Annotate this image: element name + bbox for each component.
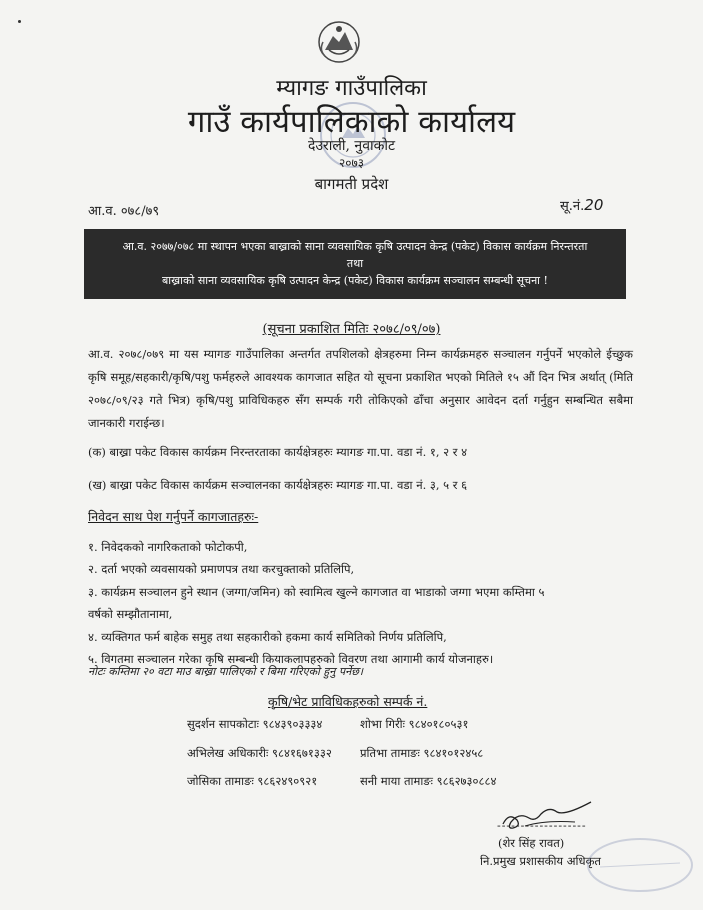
banner-line-3: बाख्राको साना व्यवसायिक कृषि उत्पादन केन्द्र (पकेट) विकास कार्यक्रम सञ्चालन सम्बन्धी सूचना ! <box>162 274 548 287</box>
established-year: २०७३ <box>339 156 364 170</box>
reference-value: 20 <box>584 196 604 214</box>
municipality-name: म्यागङ गाउँपालिका <box>276 76 427 101</box>
document-item: ३. कार्यक्रम सञ्चालन हुने स्थान (जग्गा/जमिन) को स्वामित्व खुल्ने कागजात वा भाडाको जग्गा भएमा कम्तिमा ५ <box>88 584 545 599</box>
program-line-b: (ख) बाख्रा पकेट विकास कार्यक्रम सञ्चालनका कार्यक्षेत्रहरुः म्यागङ गा.पा. वडा नं. ३, ५ र ६ <box>88 478 468 492</box>
office-address: देउराली, नुवाकोट <box>307 138 396 154</box>
document-item: २. दर्ता भएको व्यवसायको प्रमाणपत्र तथा करचुक्ताको प्रतिलिपि, <box>88 562 355 577</box>
document-item: ४. व्यक्तिगत फर्म बाहेक समुह तथा सहकारीको हकमा कार्य समितिको निर्णय प्रतिलिपि, <box>88 629 447 644</box>
signature-line: ------------------- <box>497 819 587 832</box>
contact-entry: प्रतिभा तामाङः ९८४१०१२४५८ <box>360 746 484 760</box>
banner-line-1: आ.व. २०७७/०७८ मा स्थापन भएका बाख्राको साना व्यवसायिक कृषि उत्पादन केन्द्र (पकेट) विकास कार्यक्रम निरन्तरता <box>122 240 588 253</box>
note-text: नोटः कम्तिमा २० वटा माउ बाख्रा पालिएको र बिमा गरिएको हुनु पर्नेछ। <box>88 665 364 678</box>
publication-date: (सूचना प्रकाशित मितिः २०७८/०९/०७) <box>262 322 441 337</box>
document-item: वर्षको सम्झौतानामा, <box>88 607 173 622</box>
documents-list <box>88 536 633 670</box>
signatory-name: (शेर सिंह रावत) <box>498 836 565 850</box>
contact-entry: सनी माया तामाङः ९८६२७३०८८४ <box>360 774 497 788</box>
document-item: १. निवेदकको नागरिकताको फोटोकपी, <box>88 540 248 554</box>
documents-title: निवेदन साथ पेश गर्नुपर्ने कागजातहरुः- <box>88 509 259 524</box>
scan-speck <box>18 20 21 23</box>
province-name: बागमती प्रदेश <box>314 175 389 193</box>
contact-entry: सुदर्शन सापकोटाः ९८४३९०३३३४ <box>187 717 323 731</box>
contacts-title: कृषि/भेट प्राविधिकहरुको सम्पर्क नं. <box>268 694 428 709</box>
reference-number <box>560 196 603 214</box>
office-name: गाउँ कार्यपालिकाको कार्यालय <box>187 104 516 140</box>
nepal-emblem-icon <box>317 20 361 64</box>
reference-prefix: सू.नं. <box>560 199 585 214</box>
notice-body: आ.व. २०७८/०७९ मा यस म्यागङ गाउँपालिका अन्तर्गत तपशिलको क्षेत्रहरुमा निम्न कार्यक्रमहरु सञ्चालन गर्नुपर्ने भएकोले ईच्छुक कृषि समूह/सहकारी/कृषि/पशु फर्महरुले आवश्यक कागजात सहित यो सूचना प्रकाशित भएको मितिले १५ औं दिन भित्र अर्थात् (मिति २०७८/०९/२३ गते भित्र) कृषि/पशु प्राविधिकहरु सँग सम्पर्क गरी तोकिएको ढाँचा अनुसार आवेदन दर्ता गर्नुहुन सम्बन्धित सबैमा जानकारी गराईन्छ। <box>88 347 633 430</box>
bottom-stamp <box>585 835 695 895</box>
notice-banner <box>84 229 626 299</box>
banner-line-2: तथा <box>346 257 364 270</box>
fiscal-year: आ.व. ०७८/७९ <box>88 204 160 219</box>
contact-entry: अभिलेख अधिकारीः ९८४१६७१३३२ <box>187 746 332 760</box>
contact-entry: जोसिका तामाङः ९८६२४९०९२१ <box>187 774 318 788</box>
program-line-a: (क) बाख्रा पकेट विकास कार्यक्रम निरन्तरताका कार्यक्षेत्रहरुः म्यागङ गा.पा. वडा नं. १, २ र ४ <box>88 445 468 459</box>
contact-entry: शोभा गिरीः ९८४०१८०५३१ <box>360 717 469 731</box>
document-item: ५. विगतमा सञ्चालन गरेका कृषि सम्बन्धी कियाकलापहरुको विवरण तथा आगामी कार्य योजनाहरु। <box>88 652 494 667</box>
signatory-title: नि.प्रमुख प्रशासकीय अधिकृत <box>480 854 601 868</box>
